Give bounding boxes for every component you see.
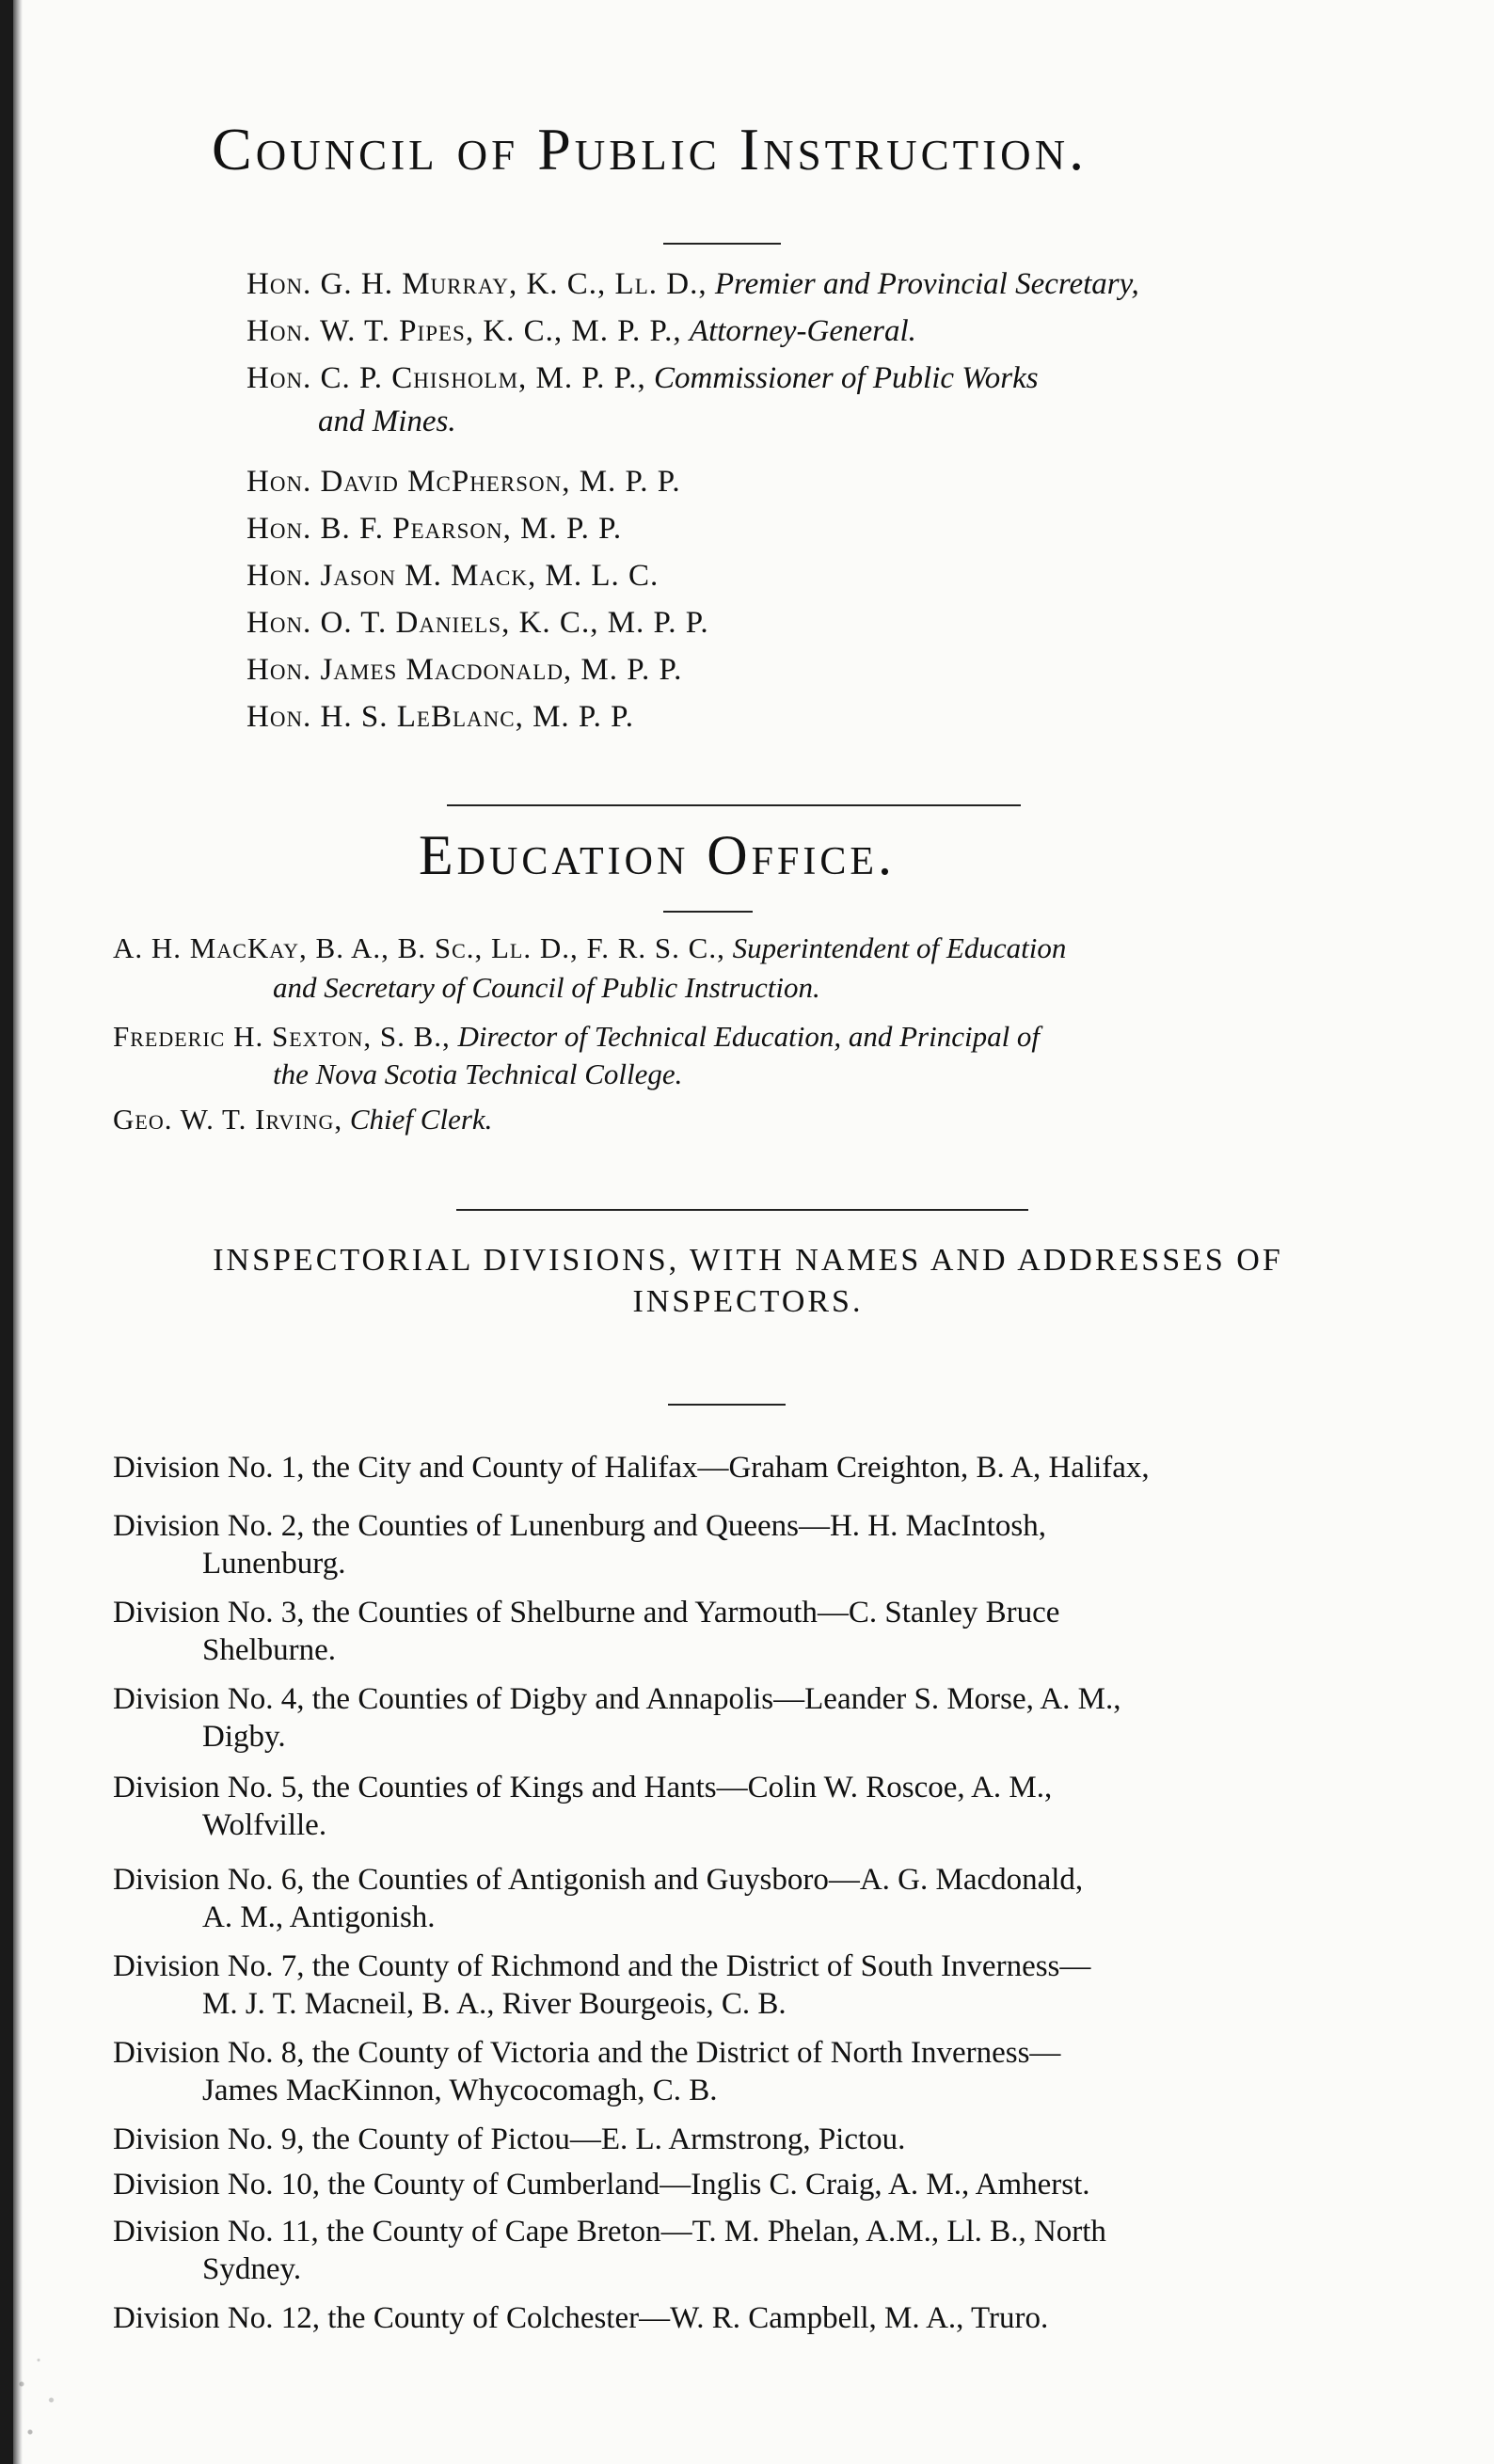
council-member: Hon. C. P. Chisholm, M. P. P., Commissioner of Public Works [246,361,1039,395]
division-entry: Division No. 9, the County of Pictou—E. L. Armstrong, Pictou. [113,2122,906,2156]
page-binding-edge [0,0,13,2464]
education-staff: Frederic H. Sexton, S. B., Director of Technical Education, and Principal of [113,1020,1041,1053]
divider-rule [663,911,753,913]
inspectorial-heading-line: INSPECTORIAL DIVISIONS, WITH NAMES AND ADDRESSES OF [213,1243,1283,1278]
council-member: Hon. Jason M. Mack, M. L. C. [246,559,660,593]
council-member-role-continued: and Mines. [318,405,456,438]
division-entry: Division No. 11, the County of Cape Breton—T. M. Phelan, A.M., Ll. B., North Sydney. [113,2215,1106,2286]
education-staff: A. H. MacKay, B. A., B. Sc., Ll. D., F. R. S. C., Superintendent of Education [113,931,1067,964]
divider-rule [447,804,1021,806]
division-entry: Division No. 4, the Counties of Digby and Annapolis—Leander S. Morse, A. M., Digby. [113,1682,1121,1754]
council-member: Hon. B. F. Pearson, M. P. P. [246,512,623,546]
division-entry: Division No. 2, the Counties of Lunenburg and Queens—H. H. MacIntosh, Lunenburg. [113,1509,1047,1581]
inspectorial-heading-line: INSPECTORS. [632,1284,864,1319]
divider-rule [668,1404,786,1406]
inspectorial-heading [113,1240,1383,1323]
education-staff: Geo. W. T. Irving, Chief Clerk. [113,1103,493,1136]
education-staff-role-continued: and Secretary of Council of Public Instruction. [273,971,820,1004]
divider-rule [456,1209,1028,1211]
education-staff-role-continued: the Nova Scotia Technical College. [273,1057,683,1090]
division-entry: Division No. 7, the County of Richmond and the District of South Inverness— M. J. T. Macneil, B. A., River Bourgeois, C. B. [113,1949,1091,2021]
division-entry: Division No. 6, the Counties of Antigonish and Guysboro—A. G. Macdonald, A. M., Antigonish. [113,1863,1084,1934]
council-heading: Council of Public Instruction. [212,116,1089,183]
page-binding-shadow [13,0,23,2464]
council-member: Hon. H. S. LeBlanc, M. P. P. [246,700,635,734]
council-member: Hon. G. H. Murray, K. C., Ll. D., Premier and Provincial Secretary, [246,267,1139,301]
division-entry: Division No. 3, the Counties of Shelburne and Yarmouth—C. Stanley Bruce Shelburne. [113,1596,1060,1667]
council-member: Hon. James Macdonald, M. P. P. [246,653,683,687]
division-entry: Division No. 8, the County of Victoria and the District of North Inverness— James MacKinnon, Whycocomagh, C. B. [113,2036,1061,2107]
divider-rule [663,243,781,245]
council-member: Hon. David McPherson, M. P. P. [246,465,681,499]
council-member: Hon. W. T. Pipes, K. C., M. P. P., Attorney-General. [246,314,916,348]
division-entry: Division No. 5, the Counties of Kings and Hants—Colin W. Roscoe, A. M., Wolfville. [113,1771,1053,1842]
division-entry: Division No. 10, the County of Cumberland—Inglis C. Craig, A. M., Amherst. [113,2168,1090,2202]
page-corner-damage [13,2304,98,2464]
council-member: Hon. O. T. Daniels, K. C., M. P. P. [246,606,709,640]
education-office-heading: Education Office. [419,824,897,886]
division-entry: Division No. 1, the City and County of Halifax—Graham Creighton, B. A, Halifax, [113,1451,1150,1485]
division-entry: Division No. 12, the County of Colchester—W. R. Campbell, M. A., Truro. [113,2301,1049,2335]
